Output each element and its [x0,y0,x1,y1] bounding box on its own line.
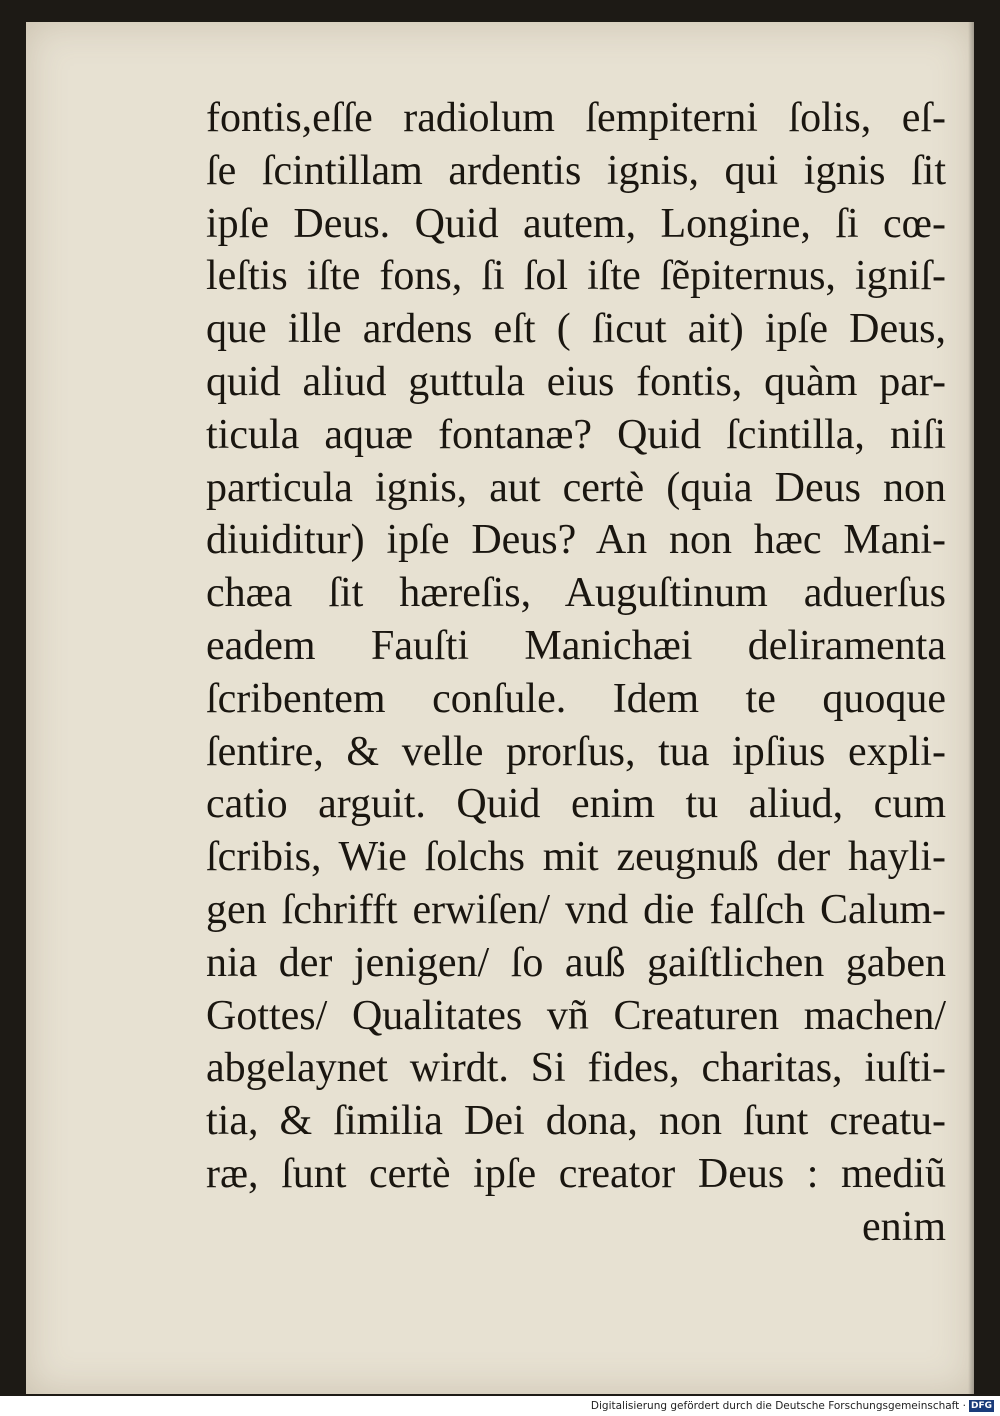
credit-text: Digitalisierung gefördert durch die Deutsche Forschungsgemeinschaft · [590,1400,966,1412]
text-line-17: nia der jenigen/ ſo auß gaiſtlichen gaben [206,939,946,986]
text-line-3: ipſe Deus. Quid autem, Longine, ſi cœ- [206,200,946,247]
text-line-2: ſe ſcintillam ardentis ignis, qui ignis ſit [206,147,946,194]
text-line-13: ſentire, & velle prorſus, tua ipſius expli- [206,728,946,775]
digitization-credit [591,1397,994,1415]
text-line-9: diuiditur) ipſe Deus? An non hæc Mani- [206,517,946,564]
text-line-1: fontis,eſſe radiolum ſempiterni ſolis, eſ- [206,95,946,141]
catchword: enim [862,1203,946,1250]
book-page [26,22,974,1394]
text-line-15: ſcribis, Wie ſolchs mit zeugnuß der hayli- [206,834,946,881]
text-line-4: leſtis iſte fons, ſi ſol iſte ſẽpiternus, igniſ- [206,253,946,300]
text-line-10: chæa ſit hæreſis, Auguſtinum aduerſus [206,570,946,617]
text-line-6: quid aliud guttula eius fontis, quàm par- [206,358,946,405]
text-line-18: Gottes/ Qualitates vñ Creaturen machen/ [206,992,946,1039]
text-line-21: ræ, ſunt certè ipſe creator Deus : mediũ [206,1150,946,1197]
text-line-19: abgelaynet wirdt. Si fides, charitas, iuſti- [206,1045,946,1092]
text-line-11: eadem Fauſti Manichæi deliramenta [206,622,946,669]
page-text-block [206,92,946,1254]
text-line-8: particula ignis, aut certè (quia Deus non [206,464,946,511]
dfg-logo-icon: DFG [970,1401,992,1411]
text-line-20: tia, & ſimilia Dei dona, non ſunt creatu- [206,1098,946,1145]
text-line-14: catio arguit. Quid enim tu aliud, cum [206,781,946,828]
text-line-12: ſcribentem conſule. Idem te quoque [206,675,946,722]
text-line-5: que ille ardens eſt ( ſicut ait) ipſe Deus, [206,306,946,353]
text-line-16: gen ſchrifft erwiſen/ vnd die falſch Calum- [206,886,946,933]
text-line-7: ticula aquæ fontanæ? Quid ſcintilla, niſi [206,411,946,458]
